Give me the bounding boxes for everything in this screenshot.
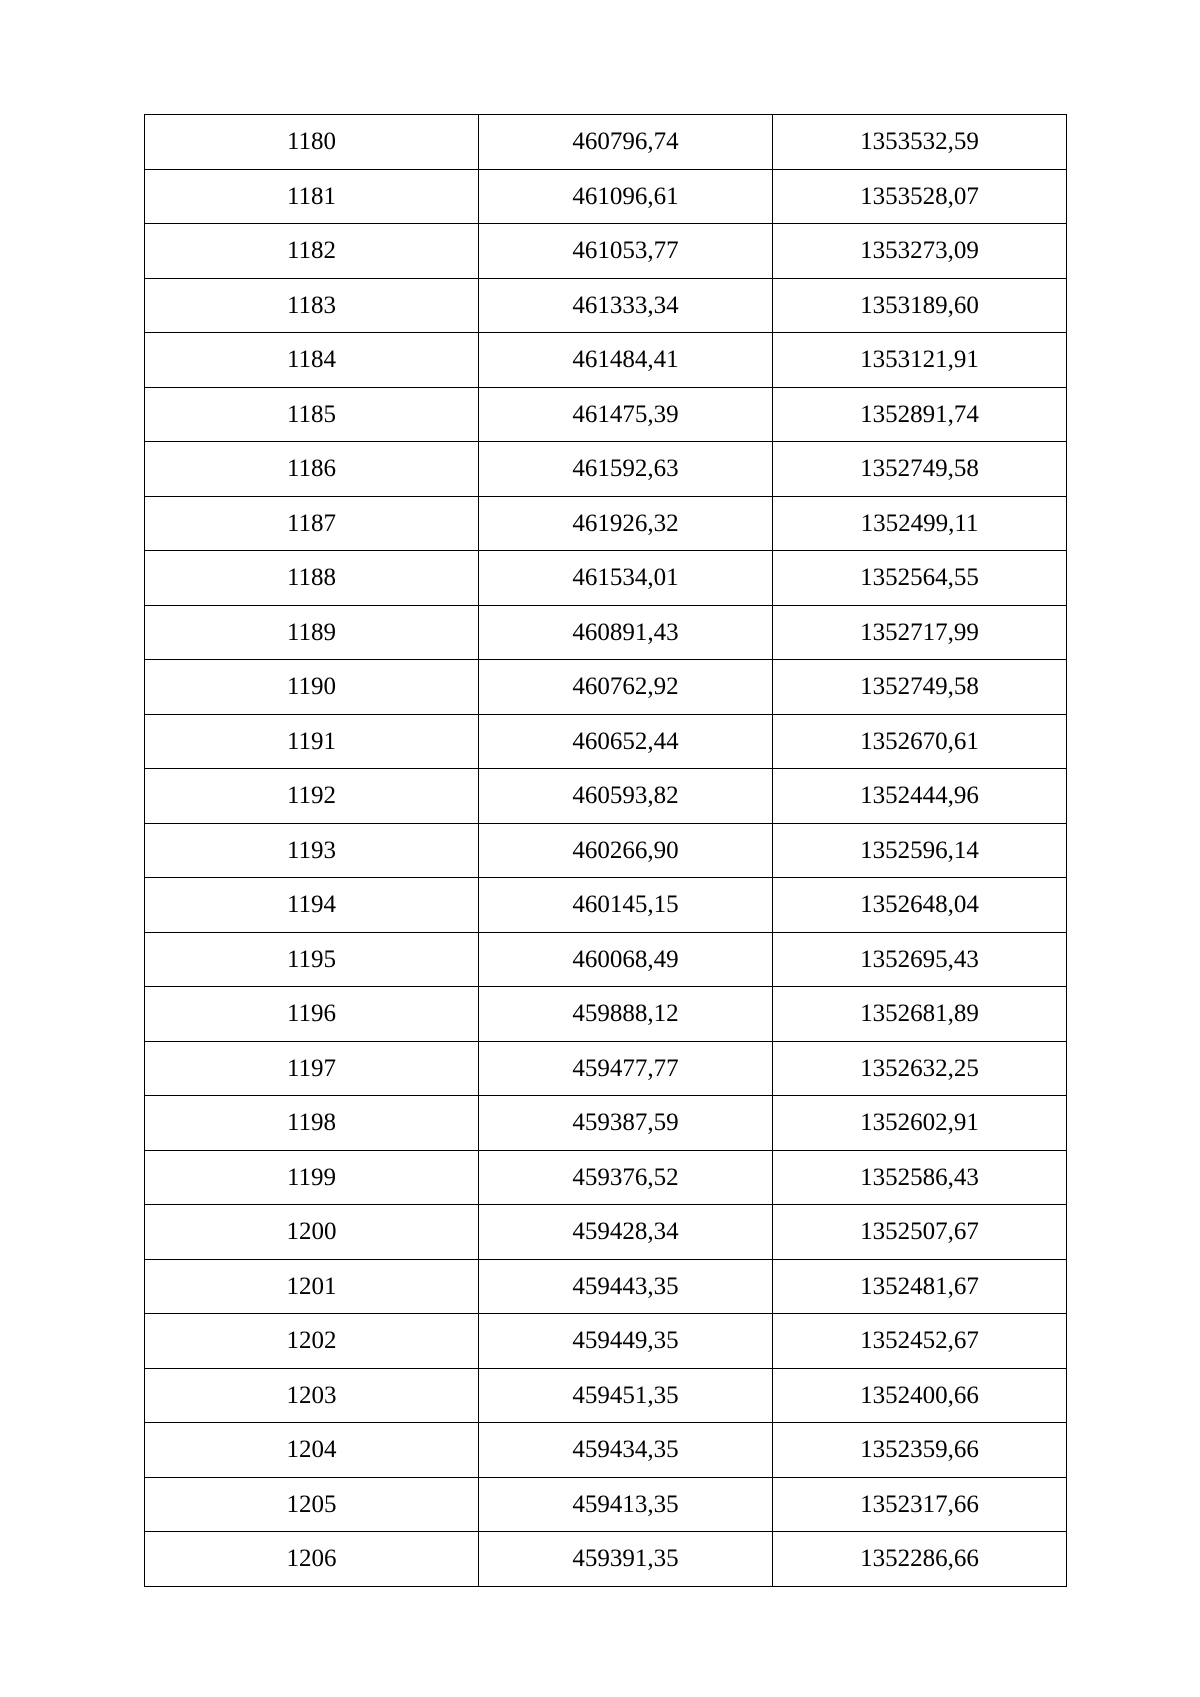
table-row (145, 551, 1067, 606)
point-number-cell: 1189 (145, 605, 479, 660)
coordinates-table (144, 114, 1067, 1587)
table-row (145, 1041, 1067, 1096)
table-row (145, 115, 1067, 170)
y-coordinate-cell: 1352452,67 (773, 1314, 1067, 1369)
point-number-cell: 1200 (145, 1205, 479, 1260)
point-number-cell: 1196 (145, 987, 479, 1042)
y-coordinate-cell: 1352891,74 (773, 387, 1067, 442)
y-coordinate-cell: 1353532,59 (773, 115, 1067, 170)
x-coordinate-cell: 461096,61 (479, 169, 773, 224)
x-coordinate-cell: 460145,15 (479, 878, 773, 933)
x-coordinate-cell: 461484,41 (479, 333, 773, 388)
table-row (145, 333, 1067, 388)
x-coordinate-cell: 461926,32 (479, 496, 773, 551)
table-row (145, 660, 1067, 715)
table-row (145, 605, 1067, 660)
point-number-cell: 1188 (145, 551, 479, 606)
point-number-cell: 1185 (145, 387, 479, 442)
x-coordinate-cell: 459391,35 (479, 1532, 773, 1587)
point-number-cell: 1187 (145, 496, 479, 551)
x-coordinate-cell: 460266,90 (479, 823, 773, 878)
point-number-cell: 1202 (145, 1314, 479, 1369)
x-coordinate-cell: 461333,34 (479, 278, 773, 333)
x-coordinate-cell: 460652,44 (479, 714, 773, 769)
table-row (145, 224, 1067, 279)
x-coordinate-cell: 459376,52 (479, 1150, 773, 1205)
point-number-cell: 1204 (145, 1423, 479, 1478)
x-coordinate-cell: 460068,49 (479, 932, 773, 987)
point-number-cell: 1181 (145, 169, 479, 224)
x-coordinate-cell: 461053,77 (479, 224, 773, 279)
table-row (145, 169, 1067, 224)
table-row (145, 1150, 1067, 1205)
x-coordinate-cell: 460762,92 (479, 660, 773, 715)
x-coordinate-cell: 460796,74 (479, 115, 773, 170)
x-coordinate-cell: 459413,35 (479, 1477, 773, 1532)
y-coordinate-cell: 1352749,58 (773, 660, 1067, 715)
table-row (145, 823, 1067, 878)
x-coordinate-cell: 459387,59 (479, 1096, 773, 1151)
table-row (145, 987, 1067, 1042)
point-number-cell: 1194 (145, 878, 479, 933)
point-number-cell: 1192 (145, 769, 479, 824)
y-coordinate-cell: 1352481,67 (773, 1259, 1067, 1314)
table-row (145, 1532, 1067, 1587)
table-row (145, 1368, 1067, 1423)
point-number-cell: 1183 (145, 278, 479, 333)
y-coordinate-cell: 1353121,91 (773, 333, 1067, 388)
y-coordinate-cell: 1352681,89 (773, 987, 1067, 1042)
table-row (145, 1314, 1067, 1369)
point-number-cell: 1198 (145, 1096, 479, 1151)
y-coordinate-cell: 1353189,60 (773, 278, 1067, 333)
point-number-cell: 1186 (145, 442, 479, 497)
point-number-cell: 1193 (145, 823, 479, 878)
coordinates-table-body (145, 115, 1067, 1587)
point-number-cell: 1191 (145, 714, 479, 769)
y-coordinate-cell: 1352695,43 (773, 932, 1067, 987)
y-coordinate-cell: 1352564,55 (773, 551, 1067, 606)
x-coordinate-cell: 459451,35 (479, 1368, 773, 1423)
y-coordinate-cell: 1352400,66 (773, 1368, 1067, 1423)
y-coordinate-cell: 1352670,61 (773, 714, 1067, 769)
point-number-cell: 1182 (145, 224, 479, 279)
point-number-cell: 1180 (145, 115, 479, 170)
y-coordinate-cell: 1352444,96 (773, 769, 1067, 824)
point-number-cell: 1201 (145, 1259, 479, 1314)
x-coordinate-cell: 459443,35 (479, 1259, 773, 1314)
y-coordinate-cell: 1352749,58 (773, 442, 1067, 497)
table-row (145, 1205, 1067, 1260)
point-number-cell: 1203 (145, 1368, 479, 1423)
table-row (145, 1477, 1067, 1532)
y-coordinate-cell: 1352648,04 (773, 878, 1067, 933)
table-row (145, 496, 1067, 551)
y-coordinate-cell: 1352602,91 (773, 1096, 1067, 1151)
point-number-cell: 1197 (145, 1041, 479, 1096)
y-coordinate-cell: 1352507,67 (773, 1205, 1067, 1260)
table-row (145, 278, 1067, 333)
point-number-cell: 1190 (145, 660, 479, 715)
point-number-cell: 1205 (145, 1477, 479, 1532)
x-coordinate-cell: 459428,34 (479, 1205, 773, 1260)
table-row (145, 769, 1067, 824)
point-number-cell: 1206 (145, 1532, 479, 1587)
table-row (145, 442, 1067, 497)
y-coordinate-cell: 1352717,99 (773, 605, 1067, 660)
table-row (145, 878, 1067, 933)
x-coordinate-cell: 459888,12 (479, 987, 773, 1042)
y-coordinate-cell: 1352499,11 (773, 496, 1067, 551)
table-row (145, 1096, 1067, 1151)
x-coordinate-cell: 460891,43 (479, 605, 773, 660)
x-coordinate-cell: 460593,82 (479, 769, 773, 824)
point-number-cell: 1184 (145, 333, 479, 388)
y-coordinate-cell: 1353528,07 (773, 169, 1067, 224)
y-coordinate-cell: 1352632,25 (773, 1041, 1067, 1096)
x-coordinate-cell: 461475,39 (479, 387, 773, 442)
point-number-cell: 1195 (145, 932, 479, 987)
y-coordinate-cell: 1353273,09 (773, 224, 1067, 279)
x-coordinate-cell: 461592,63 (479, 442, 773, 497)
x-coordinate-cell: 459434,35 (479, 1423, 773, 1478)
y-coordinate-cell: 1352586,43 (773, 1150, 1067, 1205)
table-row (145, 714, 1067, 769)
table-row (145, 387, 1067, 442)
table-row (145, 932, 1067, 987)
y-coordinate-cell: 1352596,14 (773, 823, 1067, 878)
x-coordinate-cell: 461534,01 (479, 551, 773, 606)
y-coordinate-cell: 1352286,66 (773, 1532, 1067, 1587)
table-row (145, 1259, 1067, 1314)
y-coordinate-cell: 1352359,66 (773, 1423, 1067, 1478)
point-number-cell: 1199 (145, 1150, 479, 1205)
table-row (145, 1423, 1067, 1478)
x-coordinate-cell: 459449,35 (479, 1314, 773, 1369)
y-coordinate-cell: 1352317,66 (773, 1477, 1067, 1532)
x-coordinate-cell: 459477,77 (479, 1041, 773, 1096)
